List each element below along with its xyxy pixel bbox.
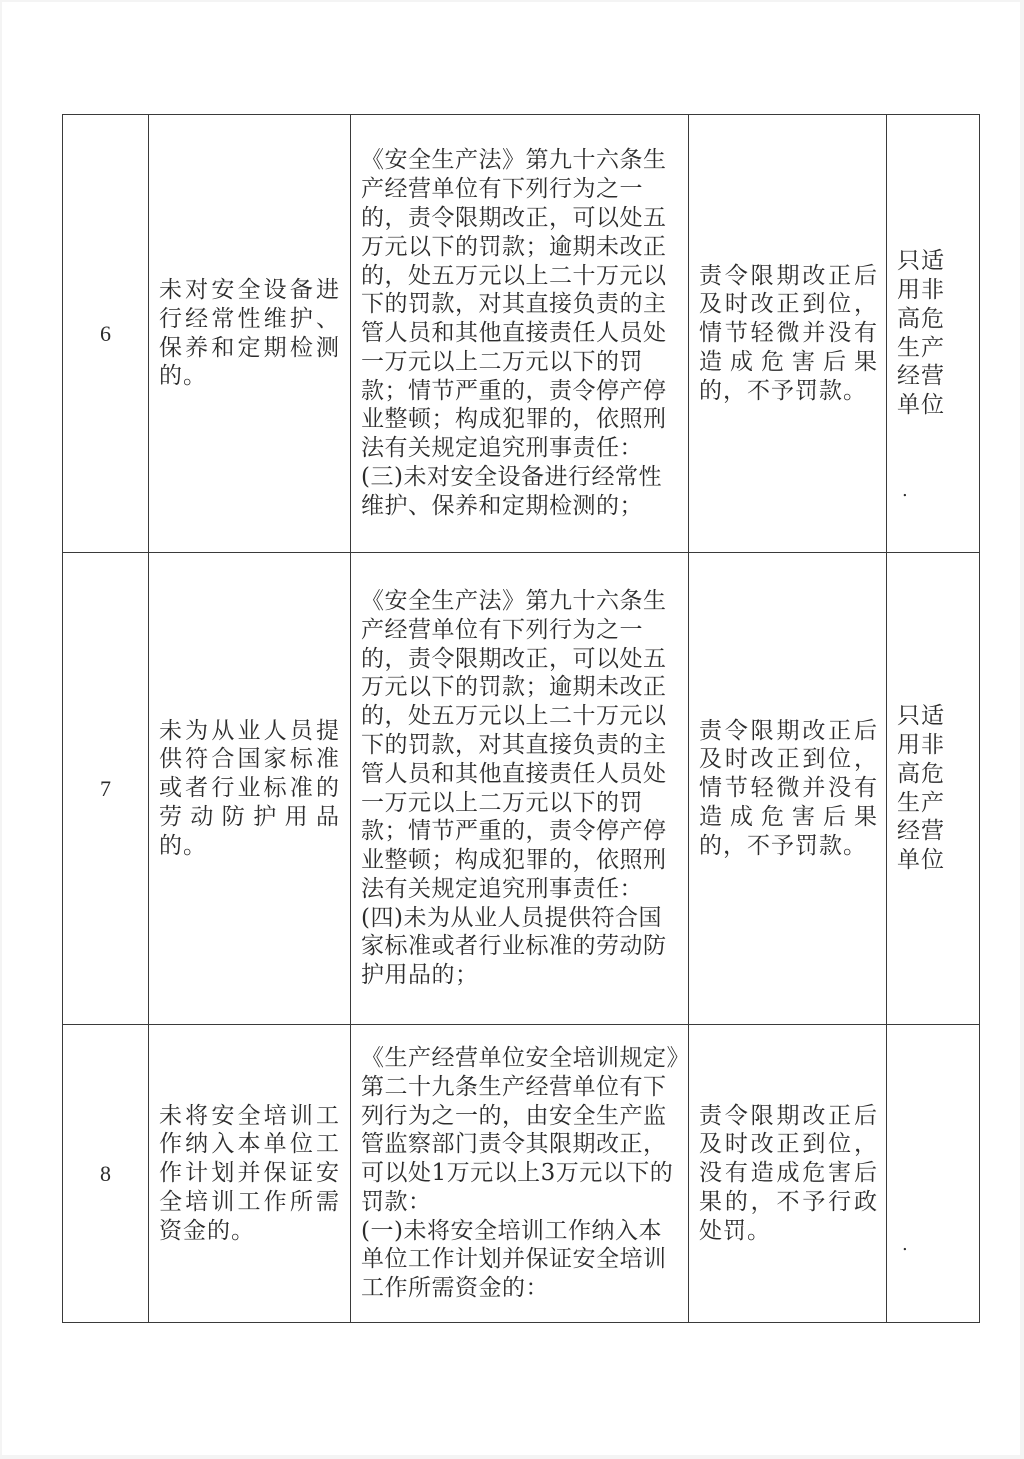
scope-text: 只适 用非 高危 生产 经营 单位 [897,248,945,419]
violation-cell [149,115,351,553]
legal-basis-text: 《安全生产法》第九十六条生产经营单位有下列行为之一的，责令限期改正，可以处五万元以下的罚款；逾期未改正的，处五万元以上二十万元以下的罚款，对其直接负责的主管人员和其他直接责任人员处一万元以上二万元以下的罚款；情节严重的，责令停产停业整顿；构成犯罪的，依照刑法有关规定追究刑事责任： (四)未为从业人员提供符合国家标准或者行业标准的劳动防护用品的； [361,587,667,989]
legal-basis-text: 《安全生产法》第九十六条生产经营单位有下列行为之一的，责令限期改正，可以处五万元以下的罚款；逾期未改正的，处五万元以上二十万元以下的罚款，对其直接负责的主管人员和其他直接责任人员处一万元以上二万元以下的罚款；情节严重的，责令停产停业整顿；构成犯罪的，依照刑法有关规定追究刑事责任： (三)未对安全设备进行经常性维护、保养和定期检测的； [361,147,667,519]
table-row [63,1025,980,1323]
condition-text: 责令限期改正后及时改正到位，没有造成危害后果的，不予行政处罚。 [699,1102,878,1244]
legal-basis-cell [351,1025,689,1323]
condition-cell [689,553,887,1025]
row-number: 6 [63,115,149,553]
scope-text: 只适 用非 高危 生产 经营 单位 [897,703,945,874]
scope-cell [887,115,980,553]
scope-cell [887,1025,980,1323]
document-page [2,2,1020,1455]
condition-text: 责令限期改正后及时改正到位，情节轻微并没有造成危害后果的，不予罚款。 [699,717,878,859]
condition-text: 责令限期改正后及时改正到位，情节轻微并没有造成危害后果的，不予罚款。 [699,262,878,404]
legal-basis-text: 《生产经营单位安全培训规定》第二十九条生产经营单位有下列行为之一的，由安全生产监管监察部门责令其限期改正，可以处1万元以上3万元以下的罚款： (一)未将安全培训工作纳入本单位工作计划并保证安全培训工作所需资金的： [361,1044,679,1302]
scope-cell [887,553,980,1025]
legal-basis-cell [351,553,689,1025]
penalty-exemption-table [62,114,980,1323]
table-row [63,553,980,1025]
row-number: 8 [63,1025,149,1323]
violation-text: 未对安全设备进行经常性维护、保养和定期检测的。 [159,276,340,390]
violation-text: 未为从业人员提供符合国家标准或者行业标准的劳动防护用品的。 [159,717,340,859]
violation-cell [149,553,351,1025]
table-row [63,115,980,553]
condition-cell [689,115,887,553]
condition-cell [689,1025,887,1323]
dot-mark: . [902,1234,908,1255]
row-number: 7 [63,553,149,1025]
legal-basis-cell [351,115,689,553]
violation-cell [149,1025,351,1323]
violation-text: 未将安全培训工作纳入本单位工作计划并保证安全培训工作所需资金的。 [159,1102,340,1244]
dot-mark: . [902,480,908,501]
